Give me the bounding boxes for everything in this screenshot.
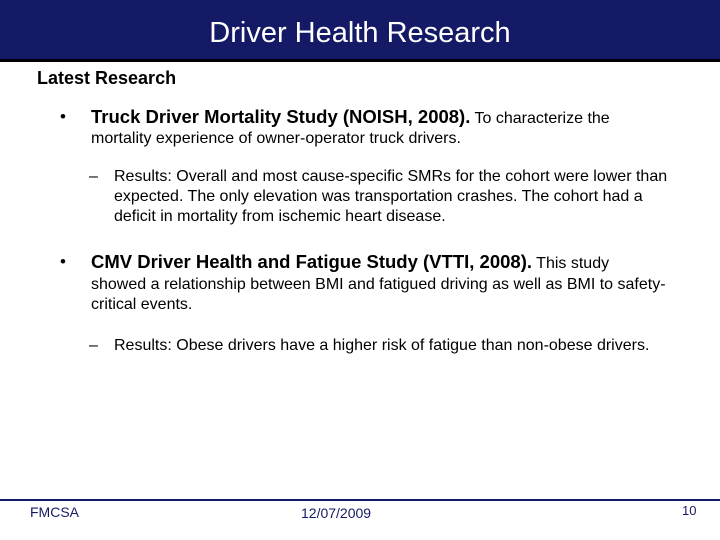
page-number: 10 [682,503,697,518]
bullet-first-line [91,106,610,130]
sub-bullet-text: Results: Obese drivers have a higher risk of fatigue than non-obese drivers. [114,337,650,354]
title-bar [0,0,720,62]
section-heading: Latest Research [37,68,177,88]
bullet-description: showed a relationship between BMI and fatigued driving as well as BMI to safety-critical events. [91,276,666,313]
bullet-heading: Truck Driver Mortality Study (NOISH, 2008). [91,106,471,127]
bullet-marker: • [60,252,66,271]
bullet-first-line [91,251,609,275]
sub-bullet-marker: – [89,337,98,354]
bullet-heading: CMV Driver Health and Fatigue Study (VTTI, 2008). [91,251,533,272]
footer-org: FMCSA [30,504,79,520]
slide-title: Driver Health Research [209,17,511,49]
footer-divider [0,499,720,501]
bullet-marker: • [60,107,66,126]
bullet-description-start: This study [532,255,610,272]
sub-bullet-text: Results: Overall and most cause-specific SMRs for the cohort were lower than expected. The only elevation was transportation crashes. The cohort had a deficit in mortality from ischemic heart disease. [114,168,668,225]
bullet-description: mortality experience of owner-operator truck drivers. [91,130,461,147]
sub-bullet-marker: – [89,168,98,185]
footer-date: 12/07/2009 [301,505,372,521]
bullet-description-start: To characterize the [470,110,610,127]
